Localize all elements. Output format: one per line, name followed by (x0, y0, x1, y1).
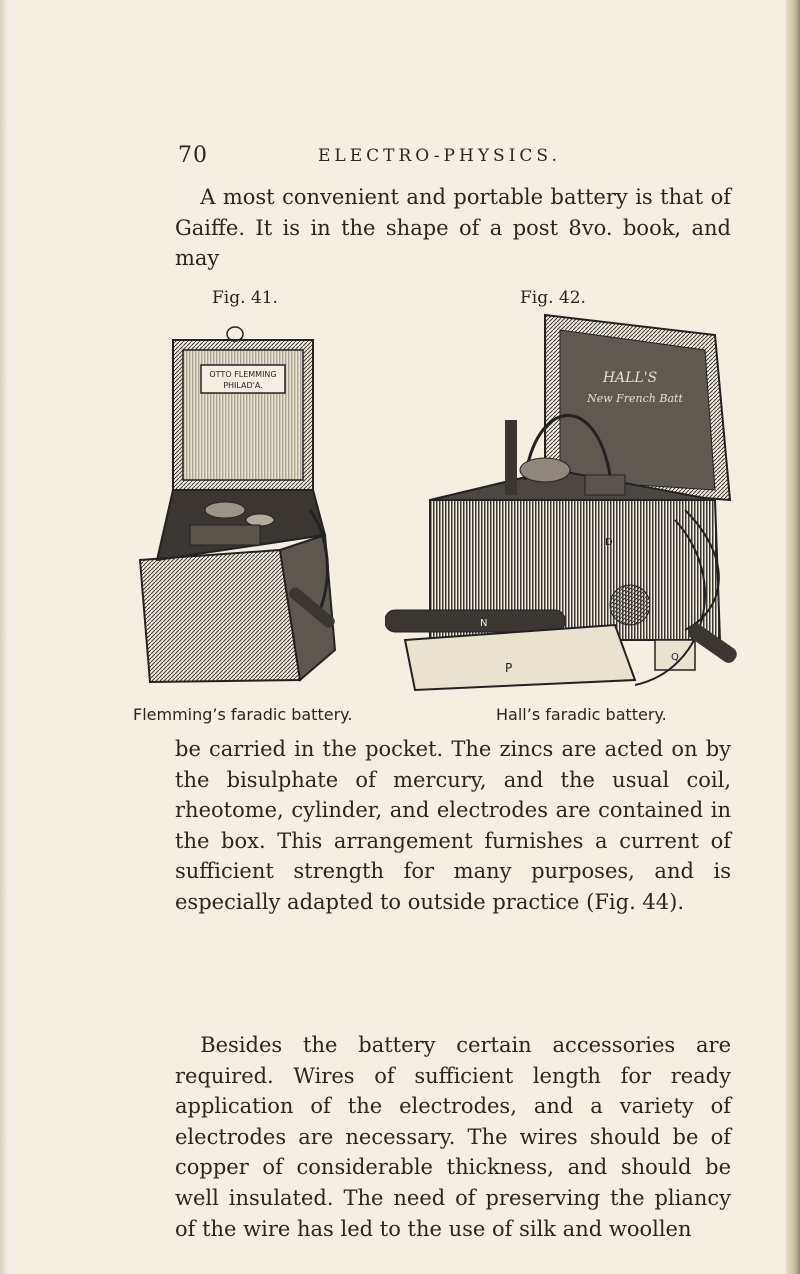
paragraph-3: Besides the battery certain accessories are required. Wires of sufficient length for ready application of the electrodes, and a variety of electrodes are necessary. The wires should be of copper of considerable thickness, and should be well insulated. The need of preserving the pliancy of the wire has led to the use of silk and woollen (175, 1033, 731, 1241)
lid-text-line-1: HALL'S (602, 370, 658, 386)
fig-42-caption: Hall’s faradic battery. (496, 705, 667, 724)
hall-battery-illustration (385, 310, 740, 705)
part-label-p: P (505, 661, 513, 675)
part-label-n: N (480, 618, 488, 629)
fig-41-caption: Flemming’s faradic battery. (133, 705, 353, 724)
flemming-battery-illustration (135, 310, 340, 685)
part-label-d: D (605, 537, 613, 548)
paragraph-2: be carried in the pocket. The zincs are acted on by the bisulphate of mercury, and the usual coil, rheotome, cylinder, and electrodes are contained in the box. This arrangement furnishes a current of sufficient strength for many purposes, and is especially adapted to outside practice (Fig. 44). (175, 737, 731, 914)
page-number: 70 (178, 143, 208, 168)
fig-42-label: Fig. 42. (520, 288, 586, 308)
lid-plate-line-2: PHILAD'A. (223, 381, 263, 390)
running-head: ELECTRO-PHYSICS. (318, 146, 561, 166)
page-right-edge (786, 0, 800, 1274)
page-left-shadow (0, 0, 8, 1274)
lid-plate-line-1: OTTO FLEMMING (209, 370, 277, 379)
paragraph-1: A most convenient and portable battery is that of Gaiffe. It is in the shape of a post 8vo. book, and may (175, 185, 731, 271)
part-label-q: Q (671, 652, 679, 663)
fig-41-label: Fig. 41. (212, 288, 278, 308)
lid-text-line-2: New French Batt (587, 392, 683, 405)
